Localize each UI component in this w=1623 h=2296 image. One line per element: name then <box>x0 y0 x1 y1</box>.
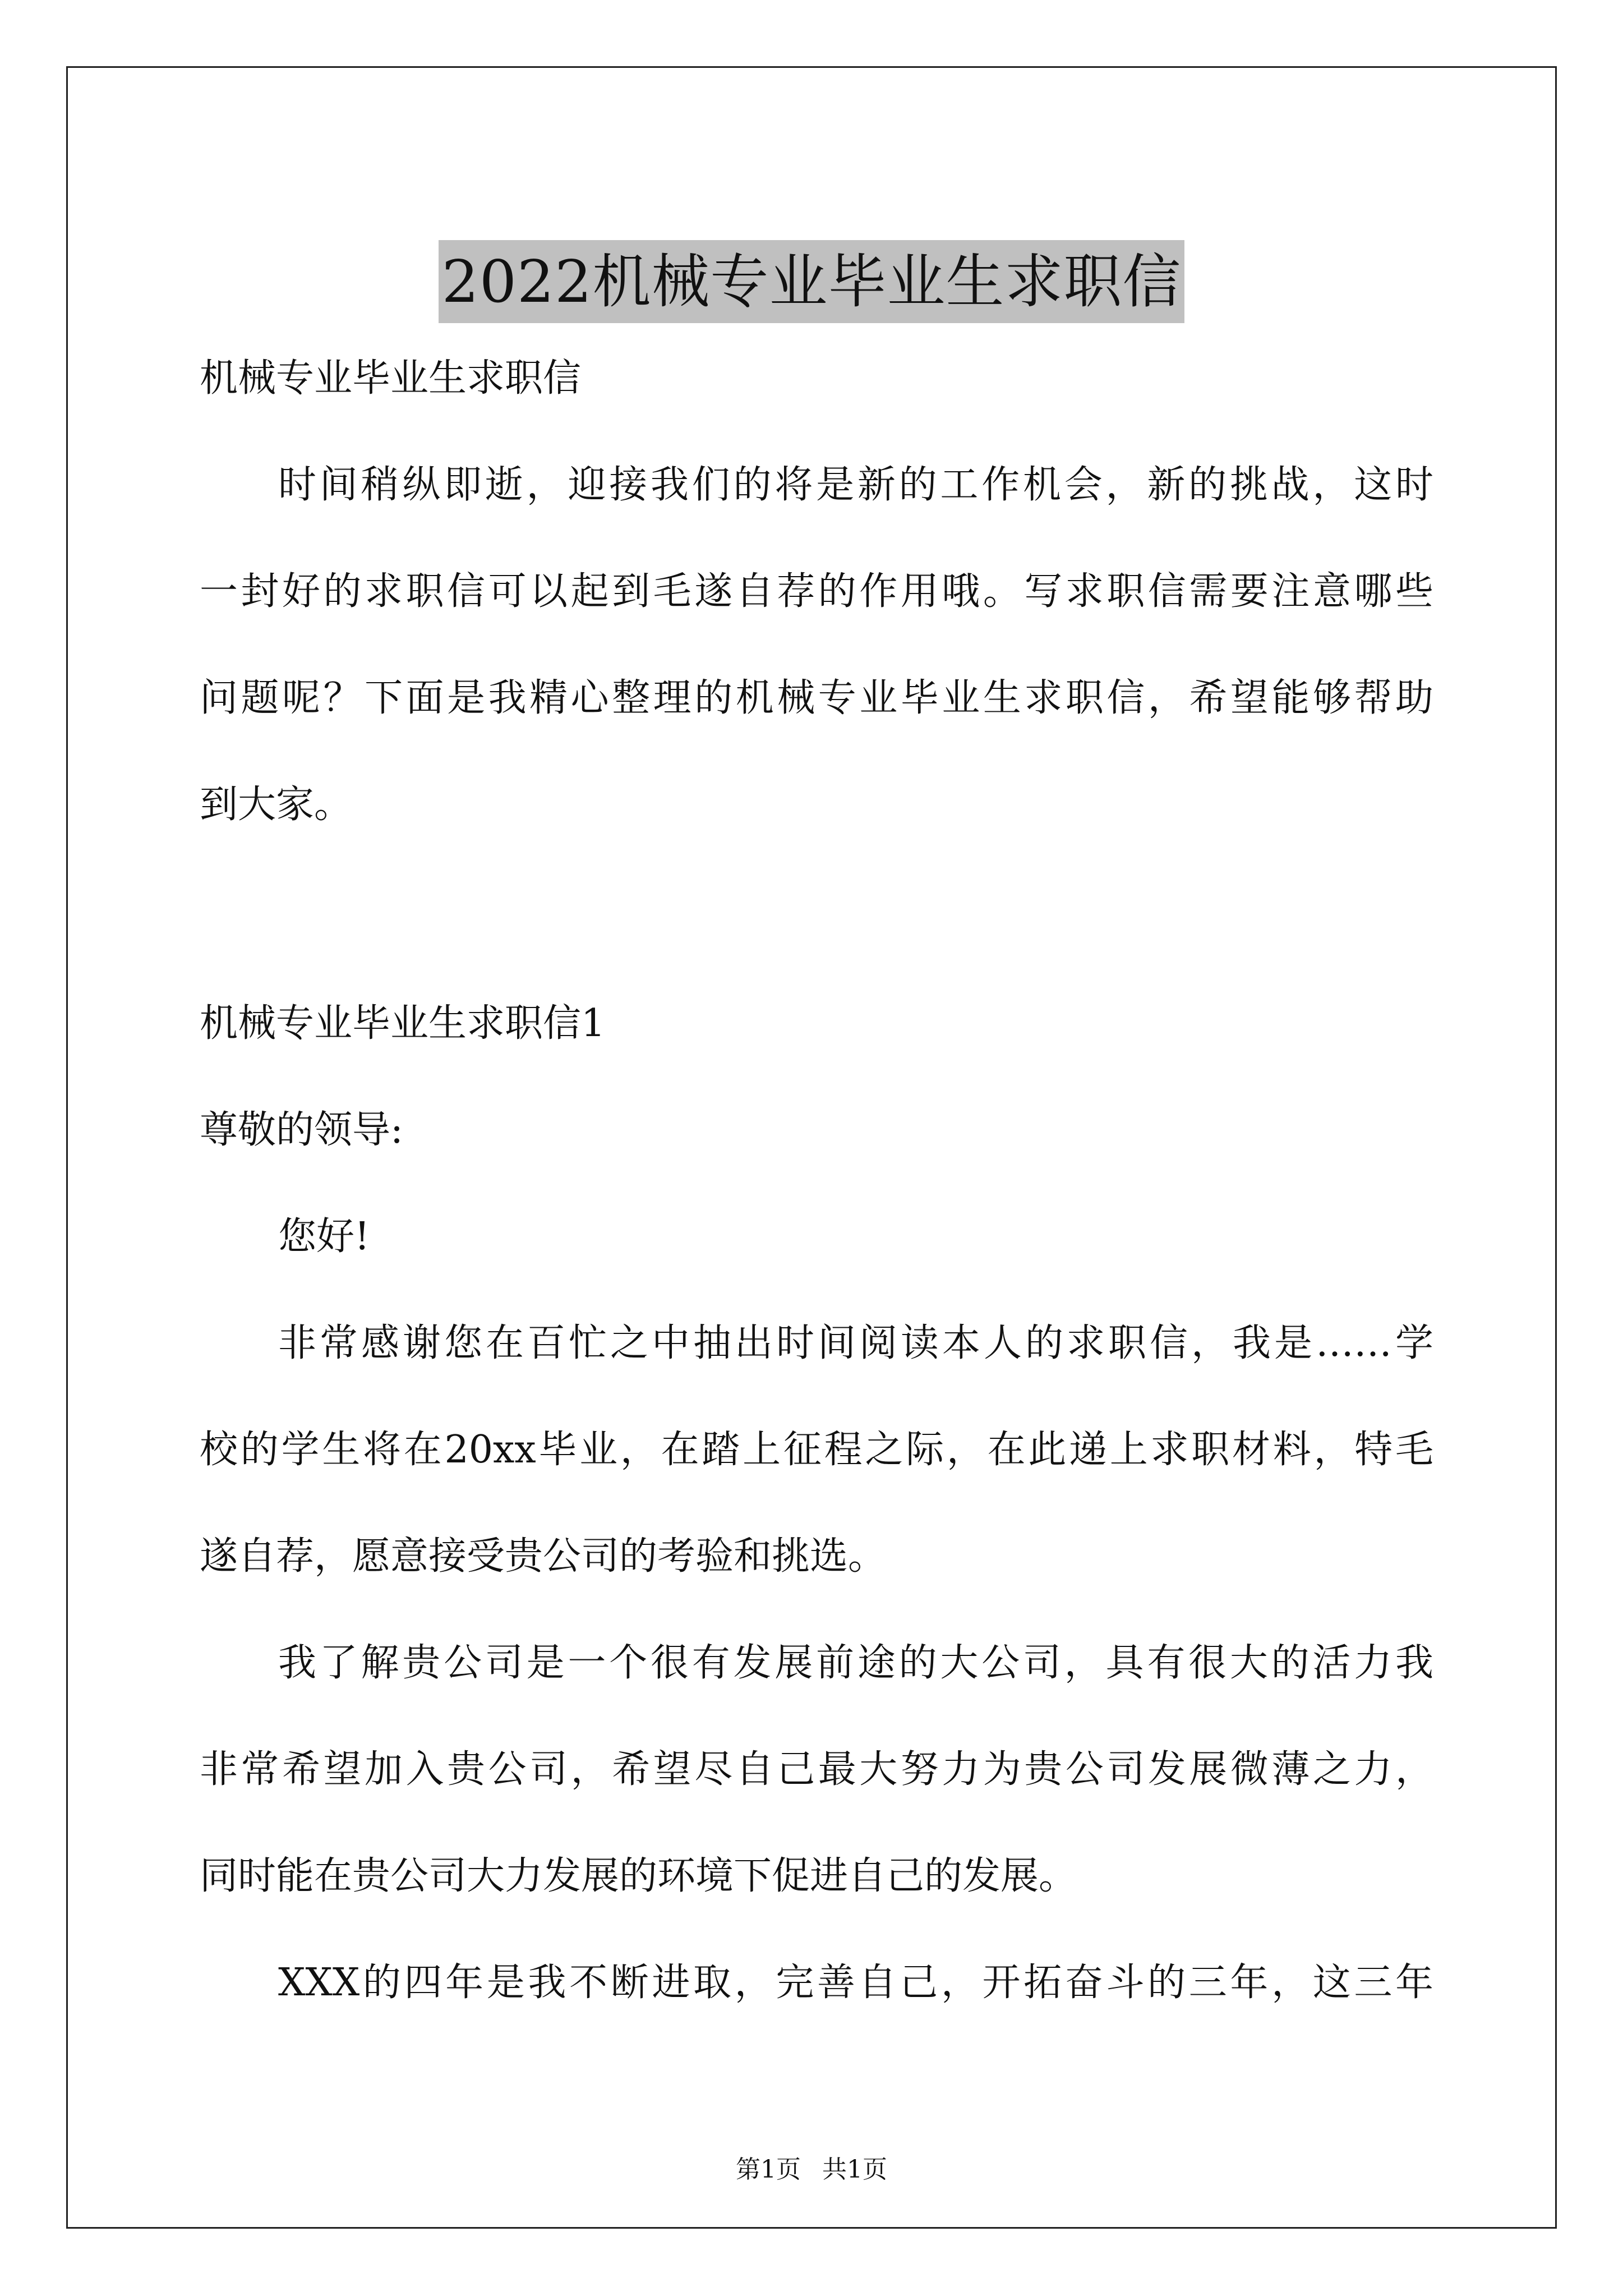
page-footer <box>0 2153 1623 2187</box>
paragraph2-line-2: 非常希望加入贵公司，希望尽自己最大努力为贵公司发展微薄之力， <box>200 1747 1433 1792</box>
paragraph2-line-3: 同时能在贵公司大力发展的环境下促进自己的发展。 <box>200 1854 1077 1898</box>
intro-line-4: 到大家。 <box>200 783 353 827</box>
page-number: 第1页 <box>736 2155 801 2184</box>
section-heading: 机械专业毕业生求职信1 <box>200 1001 606 1046</box>
intro-line-3: 问题呢？下面是我精心整理的机械专业毕业生求职信，希望能够帮助 <box>200 676 1433 720</box>
intro-line-2: 一封好的求职信可以起到毛遂自荐的作用哦。写求职信需要注意哪些 <box>200 569 1433 614</box>
paragraph2-line-1: 我了解贵公司是一个很有发展前途的大公司，具有很大的活力我 <box>278 1641 1433 1685</box>
title-container <box>0 201 1623 362</box>
subtitle: 机械专业毕业生求职信 <box>200 356 582 401</box>
page-total: 共1页 <box>822 2155 887 2184</box>
paragraph3-line-1: XXX的四年是我不断进取，完善自己，开拓奋斗的三年，这三年 <box>278 1961 1433 2005</box>
paragraph1-line-3: 遂自荐，愿意接受贵公司的考验和挑选。 <box>200 1534 887 1579</box>
document-title: 2022机械专业毕业生求职信 <box>439 240 1185 323</box>
paragraph1-line-1: 非常感谢您在百忙之中抽出时间阅读本人的求职信，我是……学 <box>278 1321 1433 1365</box>
salutation: 尊敬的领导: <box>200 1108 403 1152</box>
paragraph1-line-2: 校的学生将在20xx毕业，在踏上征程之际，在此递上求职材料，特毛 <box>200 1428 1433 1472</box>
intro-line-1: 时间稍纵即逝，迎接我们的将是新的工作机会，新的挑战，这时 <box>278 463 1433 507</box>
greeting: 您好! <box>278 1214 370 1259</box>
